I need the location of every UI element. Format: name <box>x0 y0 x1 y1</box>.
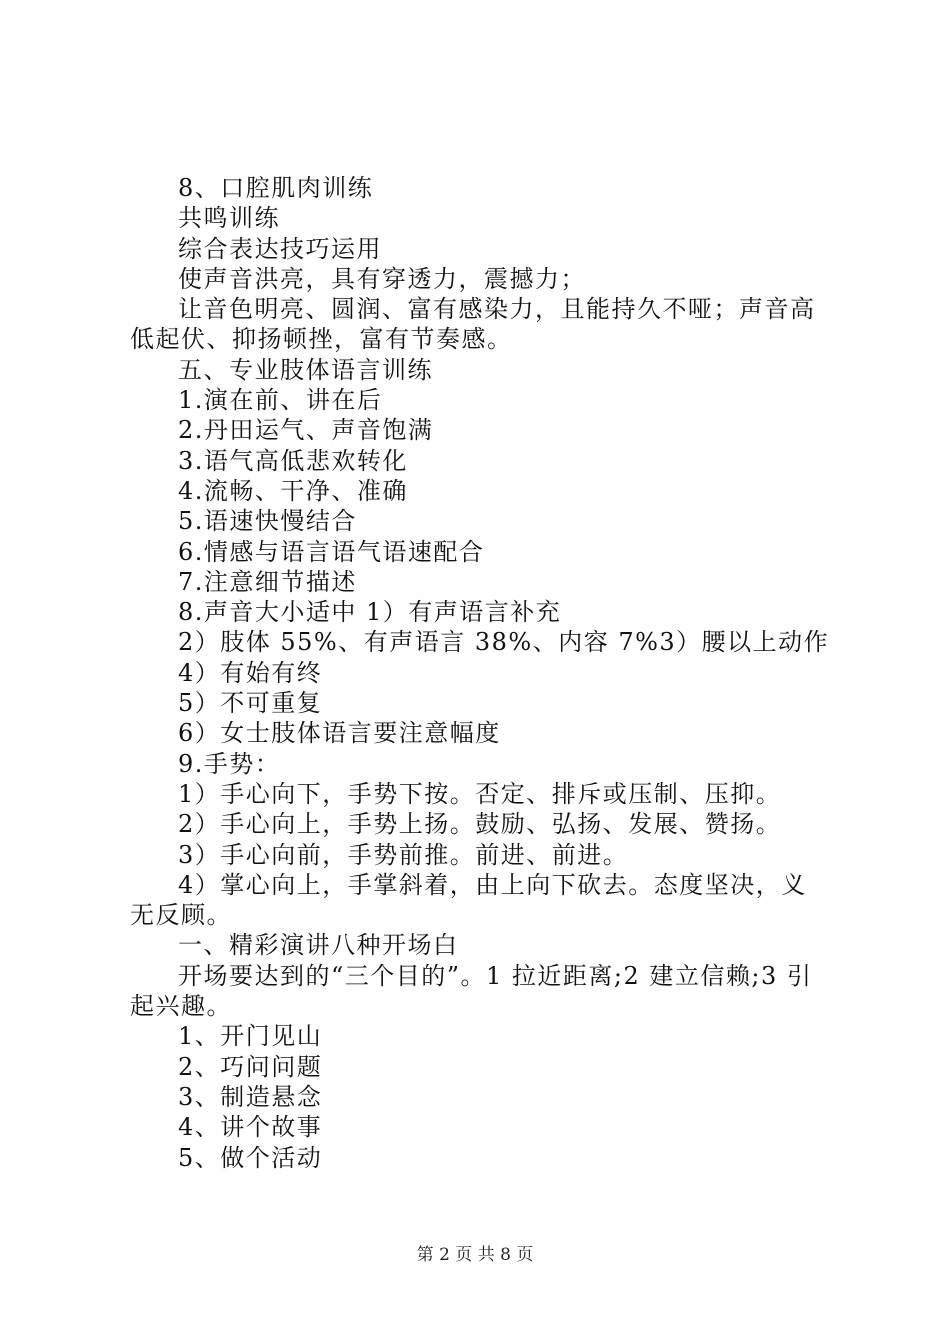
paragraph: 开场要达到的“三个目的”。1 拉近距离;2 建立信赖;3 引起兴趣。 <box>130 961 813 1021</box>
list-item: 6）女士肢体语言要注意幅度 <box>178 719 501 748</box>
list-item: 5）不可重复 <box>178 689 323 718</box>
list-item: 8.声音大小适中 1）有声语言补充 <box>178 598 562 627</box>
section-heading: 五、专业肢体语言训练 <box>178 355 433 384</box>
paragraph: 共鸣训练 <box>178 204 280 233</box>
paragraph: 综合表达技巧运用 <box>178 234 382 263</box>
page-number-label: 第 2 页 共 8 页 <box>416 1245 534 1265</box>
list-item: 1）手心向下，手势下按。否定、排斥或压制、压抑。 <box>178 779 782 808</box>
list-item: 2）肢体 55%、有声语言 38%、内容 7%3）腰以上动作 <box>178 628 830 657</box>
list-item: 4）有始有终 <box>178 658 323 687</box>
list-item: 2、巧问问题 <box>178 1052 323 1081</box>
list-item: 4）掌心向上，手掌斜着，由上向下砍去。态度坚决，义无反顾。 <box>130 870 807 930</box>
page-footer <box>0 1243 950 1267</box>
section-heading: 一、精彩演讲八种开场白 <box>178 931 459 960</box>
list-item: 2）手心向上，手势上扬。鼓励、弘扬、发展、赞扬。 <box>178 810 782 839</box>
list-item: 4.流畅、干净、准确 <box>178 476 408 505</box>
list-item: 3、制造悬念 <box>178 1082 323 1111</box>
list-item: 6.情感与语言语气语速配合 <box>178 537 485 566</box>
list-item: 1、开门见山 <box>178 1022 323 1051</box>
list-item: 3）手心向前，手势前推。前进、前进。 <box>178 840 629 869</box>
list-item: 2.丹田运气、声音饱满 <box>178 416 434 445</box>
list-item: 3.语气高低悲欢转化 <box>178 446 408 475</box>
list-item: 7.注意细节描述 <box>178 567 357 596</box>
paragraph: 使声音洪亮，具有穿透力，震撼力； <box>178 264 586 293</box>
list-item: 5、做个活动 <box>178 1143 323 1172</box>
list-item: 5.语速快慢结合 <box>178 507 357 536</box>
paragraph: 让音色明亮、圆润、富有感染力，且能持久不哑；声音高低起伏、抑扬顿挫，富有节奏感。 <box>130 295 816 354</box>
list-item: 4、讲个故事 <box>178 1113 323 1142</box>
paragraph: 8、口腔肌肉训练 <box>178 174 374 202</box>
list-item: 9.手势： <box>178 749 281 778</box>
list-item: 1.演在前、讲在后 <box>178 386 383 415</box>
document-body <box>130 173 830 1173</box>
